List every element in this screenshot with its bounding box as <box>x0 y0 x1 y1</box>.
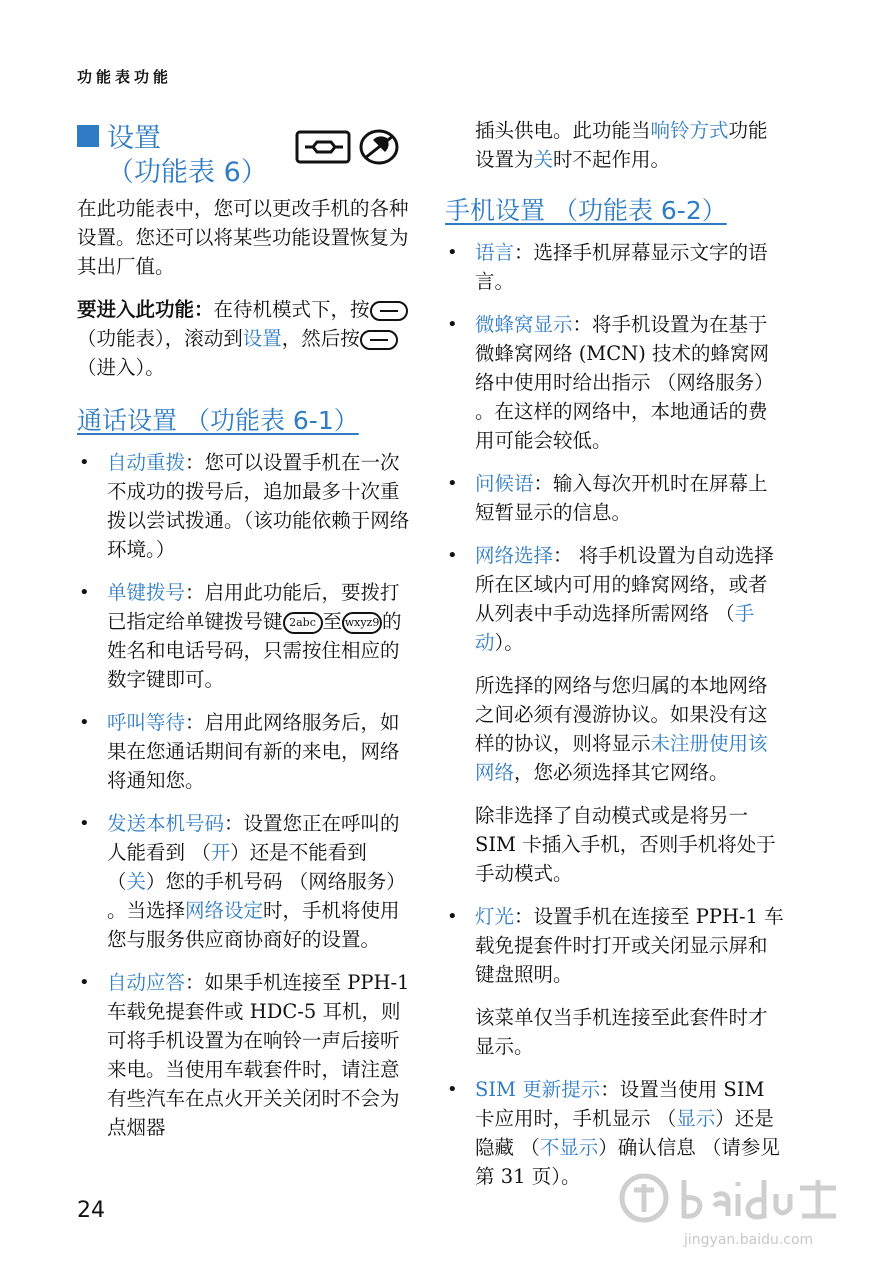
list-item <box>77 968 417 1142</box>
list-item <box>445 902 785 989</box>
settings-link: 设置 <box>242 327 282 350</box>
list-item <box>445 238 785 296</box>
left-column <box>77 116 417 1156</box>
item-desc: ：输入每次开机时在屏幕上短暂显示的信息。 <box>475 472 768 524</box>
item-desc: ：启用此网络服务后，如果在您通话期间有新的来电，网络将通知您。 <box>107 711 400 792</box>
running-header: 功能表功能 <box>77 68 173 86</box>
right-column <box>445 116 785 1205</box>
phone-settings-list-2 <box>445 902 785 989</box>
continued-text: 功能设置为 <box>475 119 768 171</box>
item-desc: ：设置您正在呼叫的人能看到 （ <box>107 812 400 864</box>
section-title-line1: 设置 <box>107 123 161 154</box>
item-desc: ）。 <box>494 631 524 654</box>
list-item <box>445 310 785 455</box>
item-term: 发送本机号码 <box>107 812 225 835</box>
off-option: 关 <box>533 148 554 171</box>
phone-settings-heading: 手机设置 （功能表 6-2） <box>445 196 727 225</box>
para-text: 所选择的网络与您归属的本地网络之间必须有漫游协议。如果没有这样的协议，则将显示 <box>475 674 768 755</box>
item-desc: ：启用此功能后，要拨打已指定给单键拨号键 <box>107 581 400 633</box>
no-access-link: 未注册使用该网络 <box>475 732 768 784</box>
item-desc: ：将手机设置为在基于微蜂窝网络 (MCN) 技术的蜂窝网络中使用时给出指示 （网络服务） 。在这样的网络中，本地通话的费用可能会较低。 <box>475 313 774 452</box>
continued-text: 时不起作用。 <box>553 148 671 171</box>
enter-label: 要进入此功能： <box>77 298 214 321</box>
enter-instructions <box>77 295 417 382</box>
item-desc: ）您的手机号码 （网络服务） 。当选择 <box>107 870 406 922</box>
item-desc: ：选择手机屏幕显示文字的语言。 <box>475 241 768 293</box>
enter-text2: （功能表），滚动到 <box>77 327 243 350</box>
item-desc: ：如果手机连接至 PPH-1 车载免提套件或 HDC-5 耳机，则可将手机设置为在响铃一声后接听来电。当使用车载套件时，请注意有些汽车在点火开关关闭时不会为点烟器 <box>107 971 410 1139</box>
select-softkey-icon <box>360 330 398 350</box>
item-term: 问候语 <box>475 472 534 495</box>
continued-paragraph <box>445 116 785 174</box>
item-term: SIM 更新提示 <box>475 1078 601 1101</box>
list-item <box>445 541 785 657</box>
list-item <box>77 578 417 694</box>
enter-text3: ，然后按 <box>281 327 360 350</box>
key-2abc-icon: 2abc <box>283 612 323 634</box>
list-item <box>445 469 785 527</box>
page-number: 24 <box>77 1198 105 1223</box>
manual-option: 手动 <box>475 602 755 654</box>
network-paragraph-2 <box>445 671 785 787</box>
list-item <box>77 809 417 954</box>
show-option: 显示 <box>676 1107 716 1130</box>
section-title-line2: （功能表 6） <box>107 157 268 188</box>
list-item <box>77 448 417 564</box>
item-term: 呼叫等待 <box>107 711 186 734</box>
item-desc: 至 <box>322 610 343 633</box>
ringing-mode-link: 响铃方式 <box>650 119 729 142</box>
network-default-link: 网络设定 <box>185 899 264 922</box>
settings-wrench-icon <box>295 124 407 168</box>
item-term: 自动重拨 <box>107 451 186 474</box>
item-term: 语言 <box>475 241 515 264</box>
item-term: 微蜂窝显示 <box>475 313 573 336</box>
key-9wxyz-icon: wxyz9 <box>342 612 382 634</box>
enter-text4: （进入）。 <box>77 356 165 379</box>
item-desc: ）还是不能看到 （ <box>107 841 367 893</box>
item-term: 单键拨号 <box>107 581 186 604</box>
item-term: 自动应答 <box>107 971 186 994</box>
para-text: ，您必须选择其它网络。 <box>514 761 729 784</box>
call-settings-heading: 通话设置 （功能表 6-1） <box>77 406 359 435</box>
hide-option: 不显示 <box>539 1136 599 1159</box>
item-desc: 的姓名和电话号码，只需按住相应的数字键即可。 <box>107 610 402 691</box>
option-off: 关 <box>126 870 147 893</box>
section-title <box>77 116 417 186</box>
baidu-watermark <box>614 1160 844 1270</box>
continued-text: 插头供电。此功能当 <box>475 119 651 142</box>
item-desc: ： 将手机设置为自动选择所在区域内可用的蜂窝网络，或者从列表中手动选择所需网络 （ <box>475 544 774 625</box>
menu-softkey-icon <box>370 301 408 321</box>
item-desc: ）还是隐藏 （ <box>475 1107 774 1159</box>
call-settings-list <box>77 448 417 1142</box>
phone-settings-list <box>445 238 785 657</box>
item-desc: ：您可以设置手机在一次不成功的拨号后，追加最多十次重拨以尝试拨通。（该功能依赖于网络环境。） <box>107 451 410 561</box>
option-on: 开 <box>210 841 231 864</box>
enter-text1: 在待机模式下，按 <box>213 298 370 321</box>
item-desc: ：设置当使用 SIM 卡应用时，手机显示 （ <box>475 1078 765 1130</box>
item-term: 灯光 <box>475 905 515 928</box>
lights-paragraph-2: 该菜单仅当手机连接至此套件时才显示。 <box>475 1006 768 1058</box>
network-paragraph-3: 除非选择了自动模式或是将另一 SIM 卡插入手机，否则手机将处于手动模式。 <box>475 804 776 885</box>
item-desc: ：设置手机在连接至 PPH-1 车载免提套件时打开或关闭显示屏和键盘照明。 <box>475 905 784 986</box>
watermark-url: jingyan.baidu.com <box>684 1232 814 1248</box>
item-desc: ）确认信息 （请参见第 31 页）。 <box>475 1136 780 1188</box>
item-term: 网络选择 <box>475 544 554 567</box>
list-item <box>77 708 417 795</box>
intro-paragraph: 在此功能表中，您可以更改手机的各种设置。您还可以将某些功能设置恢复为其出厂值。 <box>77 197 409 278</box>
item-desc: 时，手机将使用您与服务供应商协商好的设置。 <box>107 899 400 951</box>
section-square-icon <box>77 125 99 147</box>
baidu-logo-icon <box>614 1160 844 1235</box>
